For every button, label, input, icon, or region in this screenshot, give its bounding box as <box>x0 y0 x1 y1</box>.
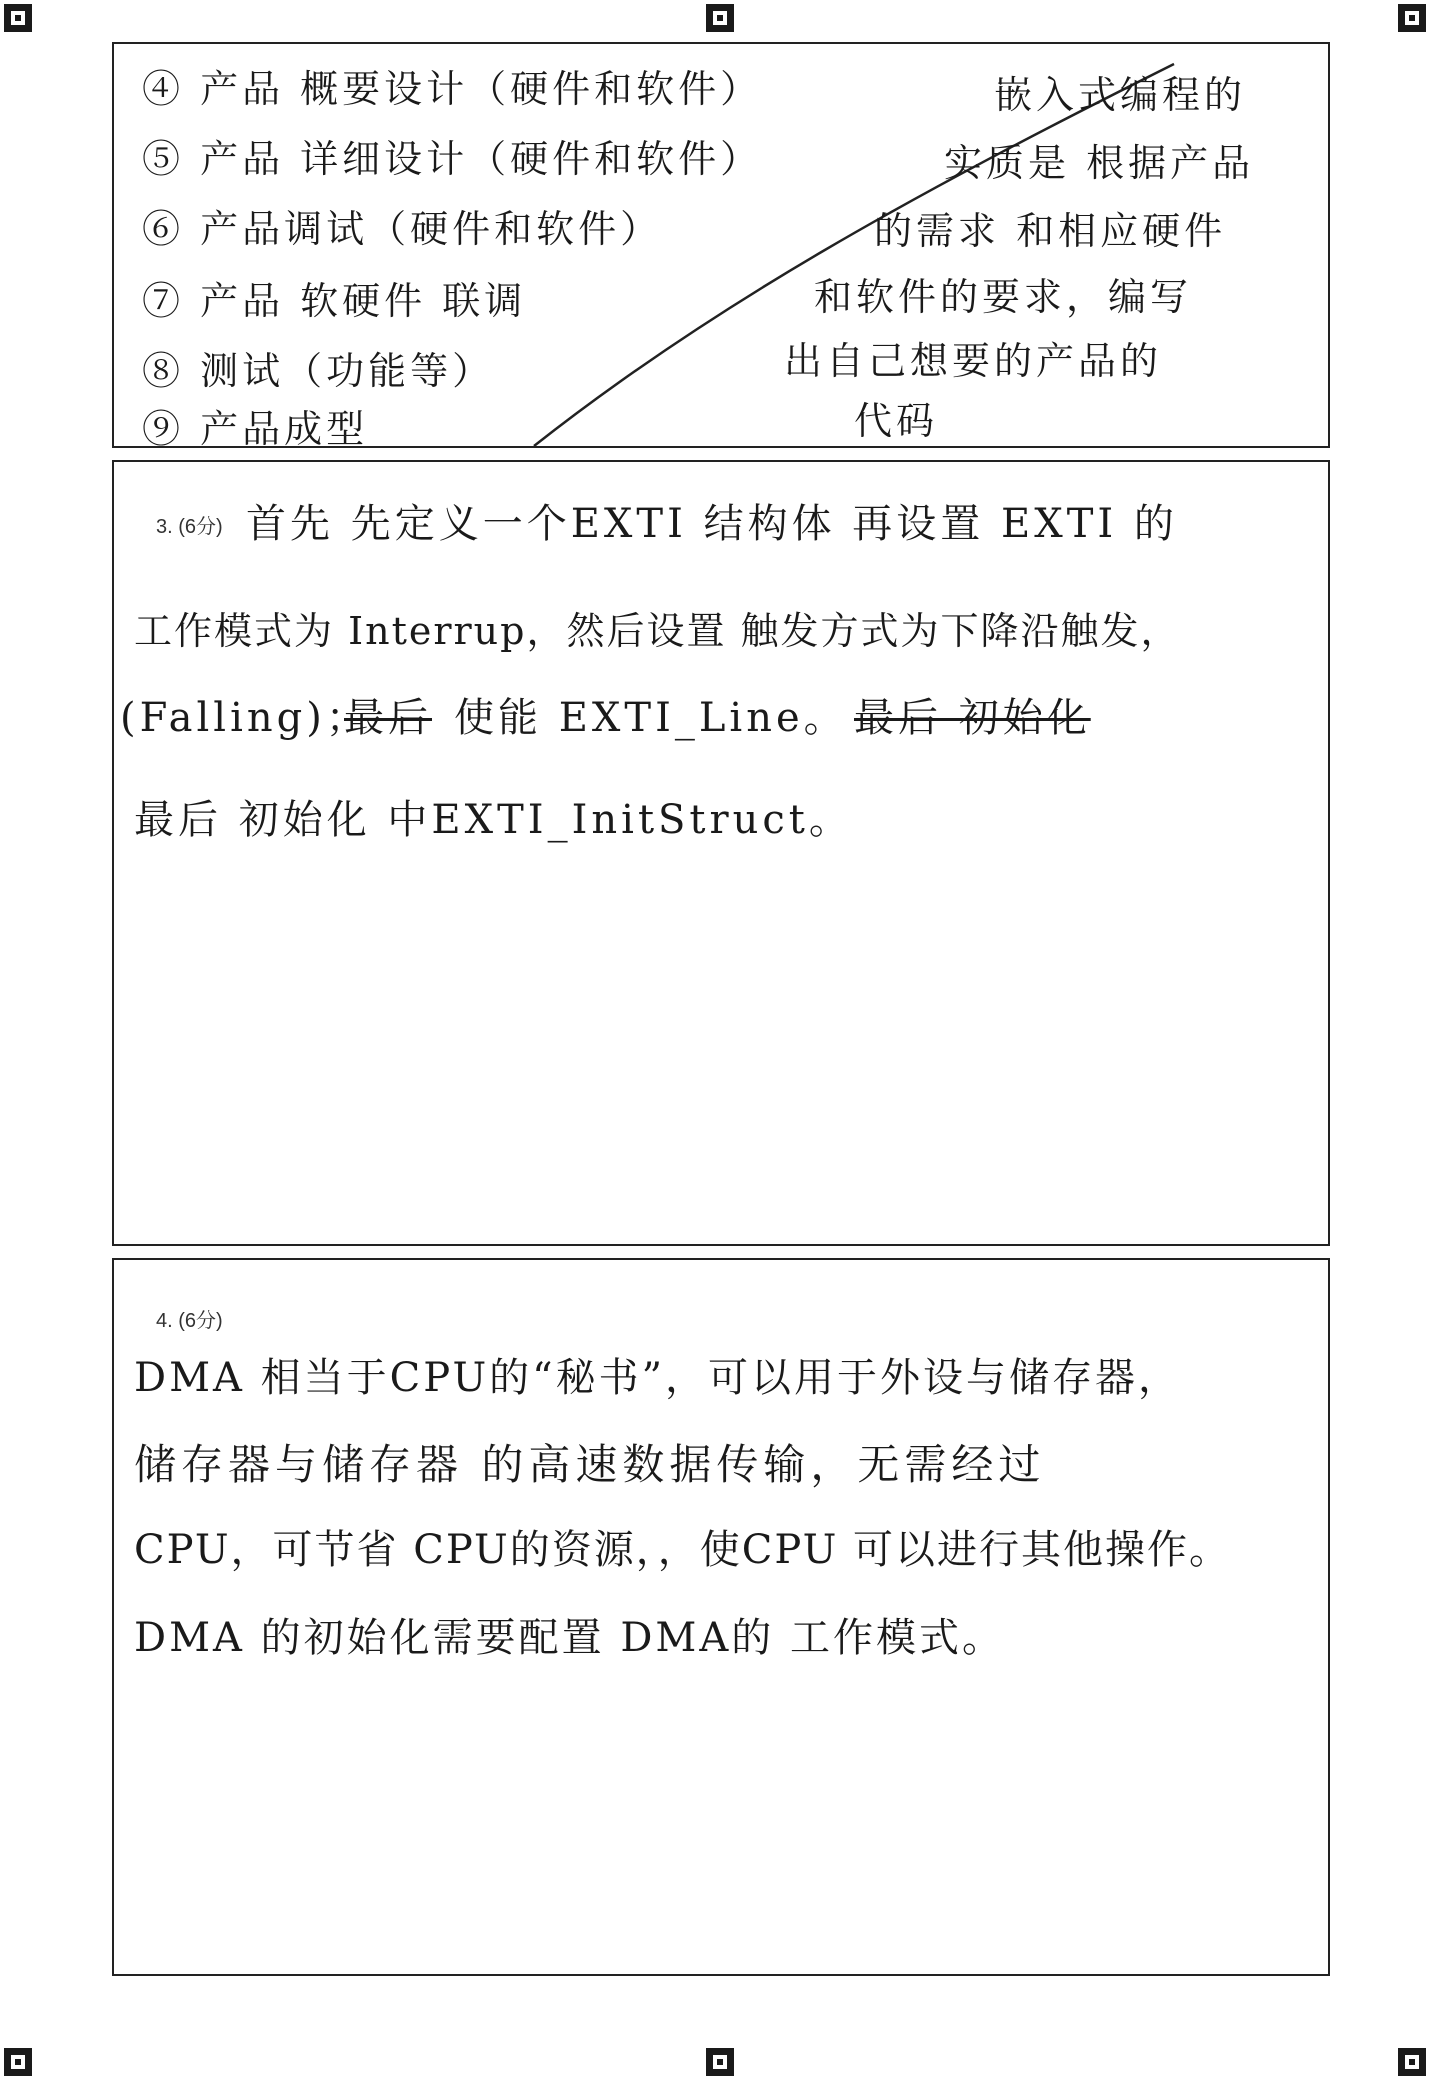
q4-line-3: CPU，可节省 CPU的资源，，使CPU 可以进行其他操作。 <box>134 1527 1232 1573</box>
answer-box-question-3 <box>112 460 1330 1246</box>
question-3-label: 3. (6分) <box>156 516 223 538</box>
q3-struck-word: 最后 <box>344 695 432 741</box>
box1-right-line-1: 嵌入式编程的 <box>994 73 1247 117</box>
q4-line-1: DMA 相当于CPU的“秘书”，可以用于外设与储存器， <box>134 1355 1182 1401</box>
q3-line-3a: (Falling)； <box>120 695 370 741</box>
corner-marker-bottom-center <box>706 2048 734 2076</box>
q3-struck-phrase: 最后 初始化 <box>854 695 1091 741</box>
q3-line-1: 首先 先定义一个EXTI 结构体 再设置 EXTI 的 <box>246 501 1178 547</box>
box1-left-line-6: ⑨ 产品成型 <box>142 407 369 451</box>
box1-right-line-6: 代码 <box>854 399 939 443</box>
corner-marker-bottom-left <box>4 2048 32 2076</box>
answer-box-previous <box>112 42 1330 451</box>
box1-left-line-4: ⑦ 产品 软硬件 联调 <box>142 279 527 323</box>
box1-right-line-4: 和软件的要求，编写 <box>814 275 1193 319</box>
question-4-label: 4. (6分) <box>156 1310 223 1332</box>
corner-marker-top-center <box>706 4 734 32</box>
q4-line-4: DMA 的初始化需要配置 DMA的 工作模式。 <box>134 1615 1005 1661</box>
answer-box-question-4 <box>112 1258 1330 1976</box>
q3-line-2: 工作模式为 Interrup，然后设置 触发方式为下降沿触发， <box>134 609 1181 653</box>
q3-line-4: 最后 初始化 中EXTI_InitStruct。 <box>134 797 853 843</box>
box1-left-line-2: ⑤ 产品 详细设计（硬件和软件） <box>142 137 763 181</box>
box1-left-line-5: ⑧ 测试（功能等） <box>142 349 495 393</box>
box1-right-line-5: 出自己想要的产品的 <box>784 339 1163 383</box>
box1-left-line-3: ⑥ 产品调试（硬件和软件） <box>142 207 663 251</box>
q3-line-3b: 使能 EXTI_Line。 <box>454 695 848 741</box>
corner-marker-bottom-right <box>1398 2048 1426 2076</box>
corner-marker-top-left <box>4 4 32 32</box>
box1-right-line-3: 的需求 和相应硬件 <box>874 209 1227 253</box>
box1-right-line-2: 实质是 根据产品 <box>944 141 1255 185</box>
box1-left-line-1: ④ 产品 概要设计（硬件和软件） <box>142 67 763 111</box>
q4-line-2: 储存器与储存器 的高速数据传输，无需经过 <box>134 1440 1046 1489</box>
corner-marker-top-right <box>1398 4 1426 32</box>
